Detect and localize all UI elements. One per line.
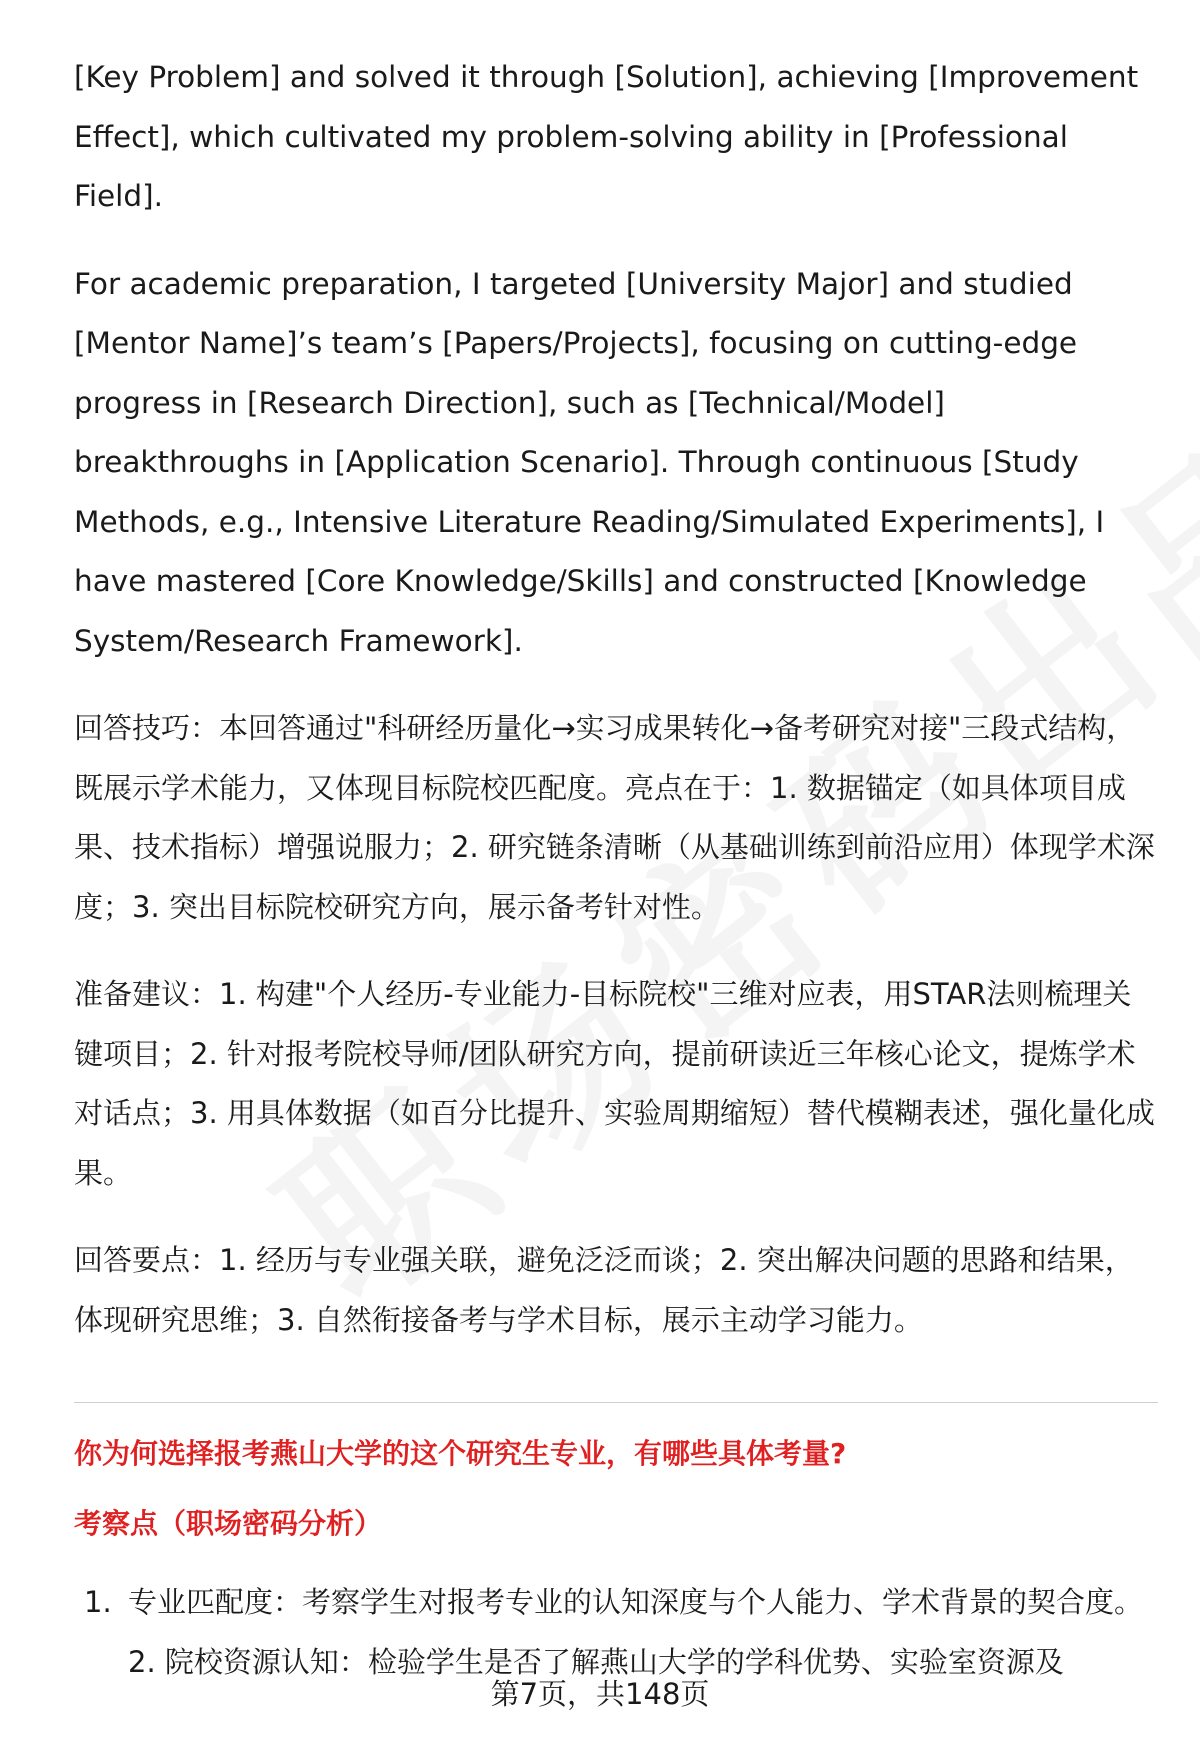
paragraph-answer-tips: 回答技巧：本回答通过"科研经历量化→实习成果转化→备考研究对接"三段式结构，既展示学术能力，又体现目标院校匹配度。亮点在于：1. 数据锚定（如具体项目成果、技术指标）增强说服力；2. 研究链条清晰（从基础训练到前沿应用）体现学术深度；3. 突出目标院校研究方向，展示备考针对性。 bbox=[74, 711, 1155, 924]
paragraph-problem-solving: [Key Problem] and solved it through [Solution], achieving [Improvement Effect], which cultivated my problem-solving ability in [Professional Field]. bbox=[74, 60, 1139, 213]
list-item-number: 1. bbox=[84, 1585, 112, 1619]
paragraph-answer-key-points: 回答要点：1. 经历与专业强关联，避免泛泛而谈；2. 突出解决问题的思路和结果，体现研究思维；3. 自然衔接备考与学术目标，展示主动学习能力。 bbox=[74, 1243, 1134, 1337]
analysis-heading: 考察点（职场密码分析） bbox=[74, 1507, 383, 1540]
paragraph-academic-preparation: For academic preparation, I targeted [University Major] and studied [Mentor Name]’s team’s [Papers/Projects], focusing on cutting-edge progress in [Research Direction], such as [Technical/Model] breakthroughs in [Application Scenario]. Through continuous [Study Methods, e.g., Intensive Literature Reading/Simulated Experiments], I have mastered [Core Knowledge/Skills] and constructed [Knowledge System/Research Framework]. bbox=[74, 266, 1105, 658]
section-divider bbox=[74, 1402, 1158, 1403]
page-content bbox=[74, 48, 1160, 1692]
paragraph-preparation-advice: 准备建议：1. 构建"个人经历-专业能力-目标院校"三维对应表，用STAR法则梳理关键项目；2. 针对报考院校导师/团队研究方向，提前研读近三年核心论文，提炼学术对话点；3. 用具体数据（如百分比提升、实验周期缩短）替代模糊表述，强化量化成果。 bbox=[74, 977, 1155, 1190]
question-heading: 你为何选择报考燕山大学的这个研究生专业，有哪些具体考量? bbox=[74, 1437, 847, 1470]
list-item-text: 专业匹配度：考察学生对报考专业的认知深度与个人能力、学术背景的契合度。2. 院校资源认知：检验学生是否了解燕山大学的学科优势、实验室资源及 bbox=[128, 1585, 1144, 1679]
page-number-footer: 第7页，共148页 bbox=[490, 1677, 710, 1711]
